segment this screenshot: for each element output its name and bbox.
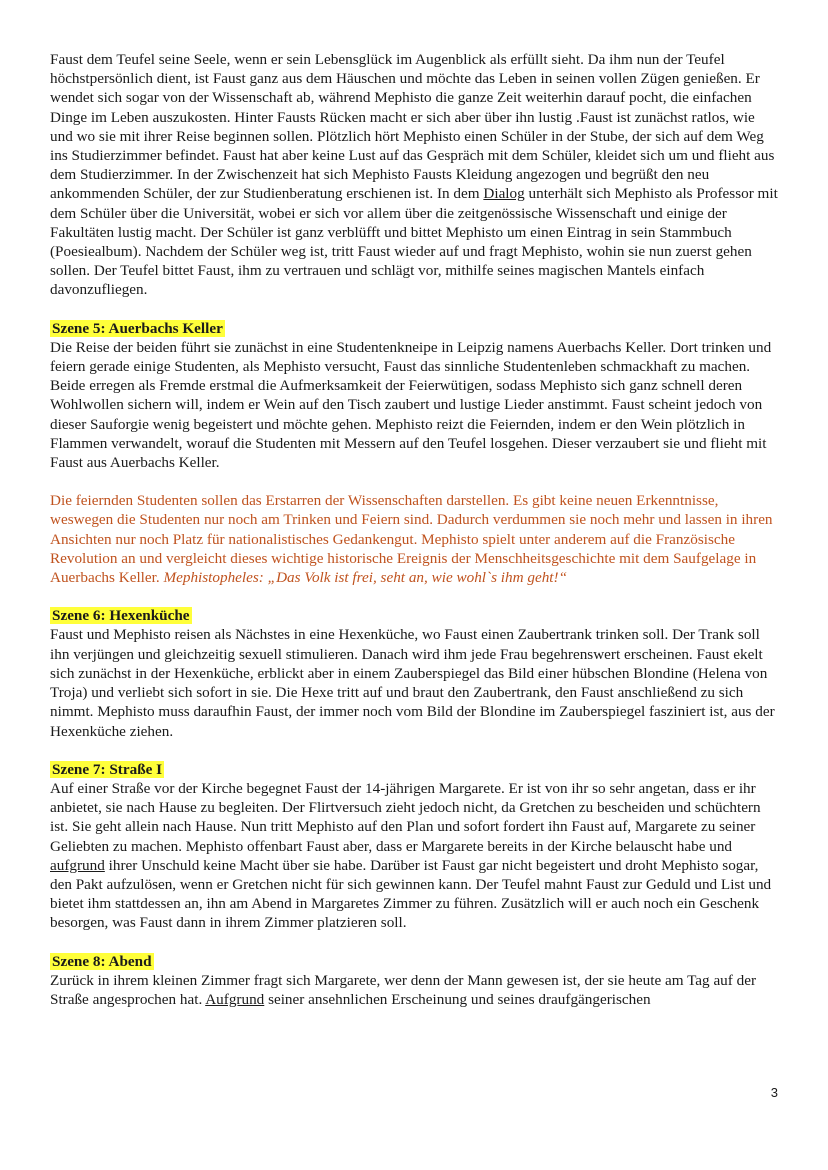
scene6-paragraph: Faust und Mephisto reisen als Nächstes in eine Hexenküche, wo Faust einen Zaubertrank trinken soll. Der Trank soll ihn verjüngen und gleichzeitig sexuell stimulieren. Danach wird ihm jede Frau begehrenswert erscheinen. Faust ekelt sich zunächst in der Hexenküche, erblickt aber in einem Zauberspiegel das Bild einer hübschen Blondine (Helena von Troja) und verliebt sich sofort in sie. Die Hexe tritt auf und braut den Zaubertrank, den Faust anschließend zu sich nimmt. Mephisto muss daraufhin Faust, der immer noch vom Bild der Blondine im Zauberspiegel fasziniert ist, aus der Hexenküche ziehen. bbox=[50, 626, 775, 740]
scene5-quote: Mephistopheles: „Das Volk ist frei, seht an, wie wohl`s ihm geht!“ bbox=[163, 569, 568, 587]
scene5-analysis bbox=[50, 491, 778, 587]
scene6-heading bbox=[50, 606, 778, 625]
scene8-heading bbox=[50, 952, 778, 971]
intro-paragraph bbox=[50, 50, 778, 300]
page-number: 3 bbox=[770, 1085, 778, 1100]
intro-underlined-word: Dialog bbox=[483, 185, 525, 203]
intro-text-2: unterhält sich Mephisto als Professor mit dem Schüler über die Universität, wobei er sich vor allem über die zeitgenössische Wissenschaft und einige der Fakultäten lustig macht. Der Schüler ist ganz verblüfft und bittet Mephisto um einen Eintrag in sein Stammbuch (Poesiealbum). Nachdem der Schüler weg ist, tritt Faust wieder auf und fragt Mephisto, wohin sie nun zuerst gehen sollen. Der Teufel bittet Faust, ihm zu vertrauen und schlägt vor, mithilfe seines magischen Mantels einfach davonzufliegen. bbox=[50, 185, 778, 299]
scene7-heading bbox=[50, 760, 778, 779]
scene5-heading bbox=[50, 319, 778, 338]
scene8-text-1: Zurück in ihrem kleinen Zimmer fragt sich Margarete, wer denn der Mann gewesen ist, der sie heute am Tag auf der Straße angesprochen hat. bbox=[50, 971, 757, 1008]
scene5-paragraph: Die Reise der beiden führt sie zunächst in eine Studentenkneipe in Leipzig namens Auerbachs Keller. Dort trinken und feiern gerade einige Studenten, als Mephisto versucht, Faust das sinnliche Studentenleben schmackhaft zu machen. Beide erregen als Fremde erstmal die Aufmerksamkeit der Feierwütigen, sodass Mephisto sich ganz schnell deren Wohlwollen sichern will, indem er Wein auf den Tisch zaubert und lustige Lieder anstimmt. Faust scheint jedoch von dieser Sauforgie wenig begeistert und möchte gehen. Mephisto reizt die Feiernden, indem er den Wein plötzlich in Flammen verwandelt, worauf die Studenten mit Messern auf den Teufel losgehen. Dieser verzaubert sie und flieht mit Faust aus Auerbachs Keller. bbox=[50, 338, 772, 472]
scene7-underlined-word: aufgrund bbox=[50, 856, 105, 874]
scene8-text-2: seiner ansehnlichen Erscheinung und seines draufgängerischen bbox=[264, 990, 651, 1008]
scene8-underlined-word: Aufgrund bbox=[205, 990, 265, 1008]
scene6-heading-text: Szene 6: Hexenküche bbox=[52, 607, 190, 625]
scene8-paragraph bbox=[50, 971, 778, 1009]
scene8-heading-text: Szene 8: Abend bbox=[52, 952, 152, 970]
scene7-paragraph bbox=[50, 779, 778, 933]
scene7-heading-text: Szene 7: Straße I bbox=[52, 760, 163, 778]
intro-text-1: Faust dem Teufel seine Seele, wenn er sein Lebensglück im Augenblick als erfüllt sieht. Da ihm nun der Teufel höchstpersönlich dient, ist Faust ganz aus dem Häuschen und möchte das Leben in seinen vollen Zügen genießen. Er wendet sich sogar von der Wissenschaft ab, während Mephisto die ganze Zeit weiterhin darauf pocht, die einfachen Dinge im Leben auszukosten. Hinter Fausts Rücken macht er sich aber über ihn lustig .Faust ist zunächst ratlos, wie und wo sie mit ihrer Reise beginnen sollen. Plötzlich hört Mephisto einen Schüler in der Stube, der sich auf dem Weg ins Studierzimmer befindet. Faust hat aber keine Lust auf das Gespräch mit dem Schüler, kleidet sich um und flieht aus dem Studierzimmer. In der Zwischenzeit hat sich Mephisto Fausts Kleidung angezogen und begrüßt den neu ankommenden Schüler, der zur Studienberatung erschienen ist. In dem bbox=[50, 51, 775, 203]
scene7-text-1: Auf einer Straße vor der Kirche begegnet Faust der 14-jährigen Margarete. Er ist von ihr so sehr angetan, dass er ihr anbietet, sie nach Hause zu begleiten. Der Flirtversuch zieht jedoch nicht, da Gretchen zu bescheiden und schüchtern ist. Sie geht allein nach Hause. Nun tritt Mephisto auf den Plan und sofort fordert ihn Faust auf, Margarete zu seiner Geliebten zu machen. Mephisto offenbart Faust aber, dass er Margarete bereits in der Kirche belauscht habe und bbox=[50, 779, 761, 855]
scene7-text-2: ihrer Unschuld keine Macht über sie habe. Darüber ist Faust gar nicht begeistert und droht Mephisto sogar, den Pakt aufzulösen, wenn er Gretchen nicht für sich gewinnen kann. Der Teufel mahnt Faust zur Geduld und List und bietet ihm stattdessen an, ihn am Abend in Margaretes Zimmer zu führen. Zusätzlich will er auch noch ein Geschenk besorgen, was Faust dann in ihrem Zimmer platzieren soll. bbox=[50, 856, 772, 932]
scene5-heading-text: Szene 5: Auerbachs Keller bbox=[52, 319, 223, 337]
scene5-analysis-text: Die feiernden Studenten sollen das Erstarren der Wissenschaften darstellen. Es gibt keine neuen Erkenntnisse, weswegen die Studenten nur noch am Trinken und Feiern sind. Dadurch verdummen sie noch mehr und lassen in ihren Ansichten nur noch Platz für nationalistisches Gedankengut. Mephisto spielt unter anderem auf die Französische Revolution an und vergleicht dieses wichtige historische Ereignis der Menschheitsgeschichte mit dem Saufgelage in Auerbachs Keller. bbox=[50, 492, 773, 587]
